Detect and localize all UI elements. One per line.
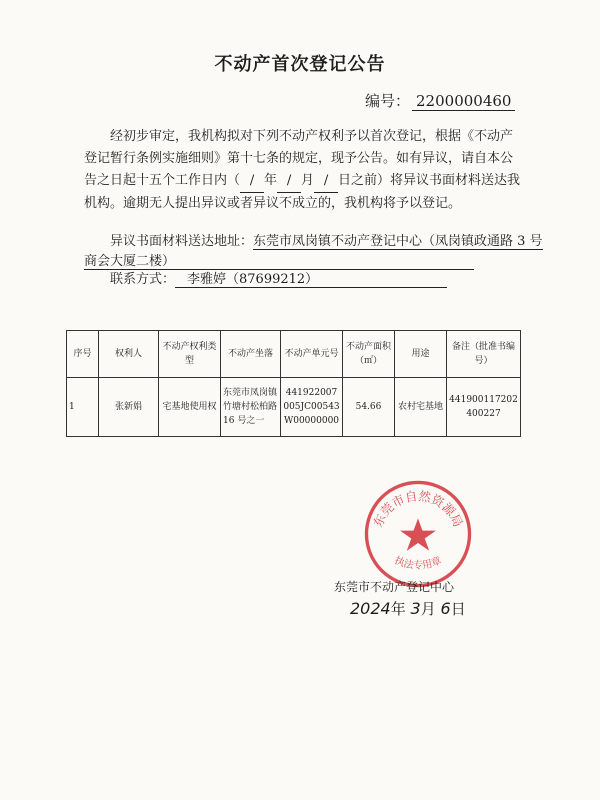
cell-area: 54.66 (343, 378, 395, 437)
cell-seq: 1 (67, 378, 99, 437)
header-right-type: 不动产权利类型 (159, 331, 221, 378)
table-header-row (67, 331, 521, 378)
objection-address-label: 异议书面材料送达地址： (110, 234, 254, 249)
document-number-label: 编号： (365, 92, 411, 110)
cell-remarks: 441900117202400227 (447, 378, 521, 437)
issue-month-label: 月 (420, 600, 436, 618)
header-seq: 序号 (67, 331, 99, 378)
cell-unit-number: 441922007005JC00543W00000000 (281, 378, 343, 437)
property-table (66, 330, 521, 437)
header-owner: 权利人 (99, 331, 159, 378)
objection-address-value-1: 东莞市凤岗镇不动产登记中心（凤岗镇政通路 3 号 (253, 230, 543, 250)
header-unit-number: 不动产单元号 (281, 331, 343, 378)
notice-paragraph (84, 126, 524, 215)
document-number (365, 90, 515, 111)
deadline-month-blank: / (277, 170, 301, 193)
notice-text-part1: 经初步审定，我机构拟对下列不动产权利予以首次登记，根据《不动产登记暂行条例实施细则》第十七条的规定，现予公告。如有异议，请自本公告之日起十五个工作日内（ (84, 129, 514, 188)
seal-star-icon (400, 518, 436, 550)
cell-owner: 张新娟 (99, 378, 159, 437)
header-area: 不动产面积（㎡） (343, 331, 395, 378)
notice-text-part2: 日之前）将异议书面材料送达我机构。逾期无人提出异议或者异议不成立的，我机构将予以登记。 (84, 173, 521, 211)
issue-day-label: 日 (450, 600, 466, 618)
contact-value: 李雅婷（87699212） (175, 268, 447, 288)
issuing-organization: 东莞市不动产登记中心 (334, 580, 455, 594)
contact-line (84, 268, 447, 288)
cell-location: 东莞市凤岗镇竹塘村松柏路 16 号之一 (221, 378, 281, 437)
deadline-year-blank: / (240, 170, 264, 193)
document-number-value: 2200000460 (412, 92, 515, 111)
deadline-day-blank: / (314, 170, 338, 193)
issue-year-label: 年 (390, 600, 406, 618)
objection-address-line1 (84, 230, 543, 250)
page-title: 不动产首次登记公告 (214, 54, 386, 75)
objection-address-line2 (84, 250, 474, 270)
header-usage: 用途 (395, 331, 447, 378)
contact-label: 联系方式： (110, 272, 176, 287)
official-seal-stamp (362, 478, 474, 590)
cell-right-type: 宅基地使用权 (159, 378, 221, 437)
issue-year: 2024 (350, 599, 391, 618)
issue-month: 3 (410, 599, 421, 618)
objection-address-value-2: 商会大厦二楼） (84, 250, 474, 270)
header-location: 不动产坐落 (221, 331, 281, 378)
issue-date (350, 598, 466, 619)
header-remarks: 备注（批准书编号） (447, 331, 521, 378)
cell-usage: 农村宅基地 (395, 378, 447, 437)
deadline-year-label: 年 (264, 173, 278, 188)
table-row (67, 378, 521, 437)
seal-text-bottom: 执法专用章 (392, 555, 444, 572)
deadline-month-label: 月 (301, 173, 315, 188)
issue-day: 6 (440, 599, 451, 618)
seal-text-top: 东莞市自然资源局 (370, 489, 466, 530)
